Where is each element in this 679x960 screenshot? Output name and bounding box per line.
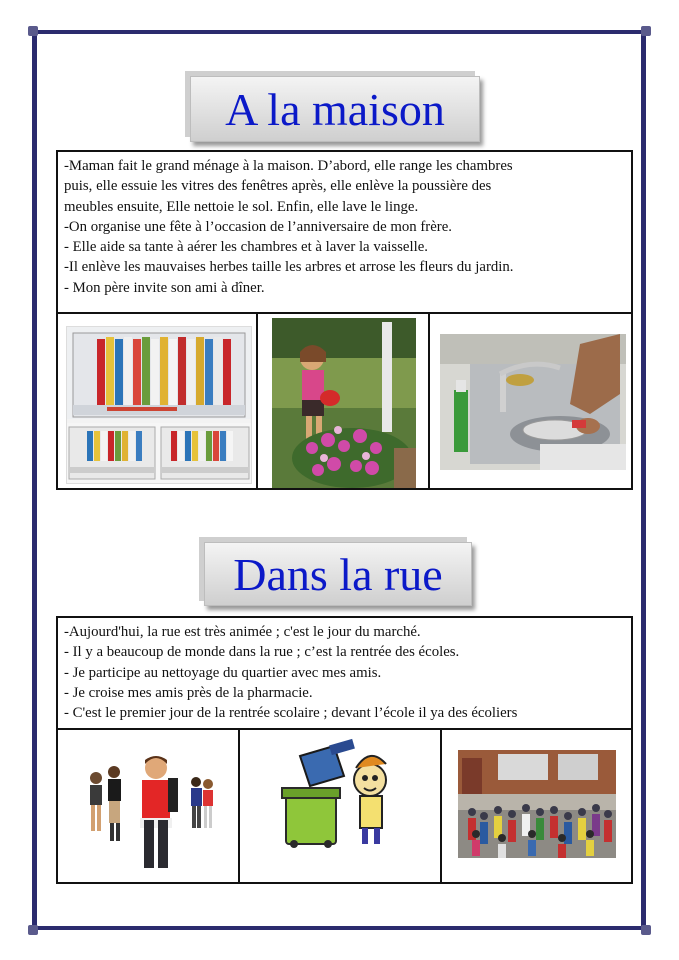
section-title: A la maison xyxy=(225,83,445,135)
text-line: -Maman fait le grand ménage à la maison. D’abord, elle range les chambres xyxy=(64,158,513,174)
text-line: - Mon père invite son ami à dîner. xyxy=(64,279,265,296)
image-cell xyxy=(58,730,240,882)
text-line: - C'est le premier jour de la rentrée scolaire ; devant l’école il ya des écoliers xyxy=(64,705,518,722)
text-block xyxy=(56,150,633,314)
image-cell xyxy=(240,730,442,882)
dishwashing-image xyxy=(440,334,626,470)
garden-image xyxy=(272,318,416,488)
text-line: -Aujourd'hui, la rue est très animée ; c'est le jour du marché. xyxy=(64,624,421,640)
recycling-cartoon-image xyxy=(280,738,404,848)
section-title: Dans la rue xyxy=(233,548,443,600)
image-cell xyxy=(258,314,430,488)
frame-corner xyxy=(641,26,651,36)
text-line: -On organise une fête à l’occasion de l’anniversaire de mon frère. xyxy=(64,218,452,235)
text-line: meubles ensuite, Elle nettoie le sol. Enfin, elle lave le linge. xyxy=(64,198,419,215)
text-line: - Elle aide sa tante à aérer les chambres et à laver la vaisselle. xyxy=(64,239,428,256)
image-cell xyxy=(430,314,631,488)
text-block xyxy=(56,616,633,730)
text-line: - Il y a beaucoup de monde dans la rue ; c’est la rentrée des écoles. xyxy=(64,644,460,661)
text-line: - Je croise mes amis près de la pharmacie. xyxy=(64,684,313,701)
frame-corner xyxy=(28,925,38,935)
text-line: puis, elle essuie les vitres des fenêtres après, elle enlève la poussière des xyxy=(64,178,492,195)
text-line: - Je participe au nettoyage du quartier avec mes amis. xyxy=(64,664,382,681)
section-title-box xyxy=(190,76,480,142)
image-row xyxy=(56,312,633,490)
bookshelf-image xyxy=(66,326,252,484)
frame-corner xyxy=(641,925,651,935)
image-cell xyxy=(442,730,631,882)
students-image xyxy=(78,748,218,870)
section-title-box xyxy=(204,542,472,606)
school-crowd-image xyxy=(458,750,616,858)
image-cell xyxy=(58,314,258,488)
text-line: -Il enlève les mauvaises herbes taille les arbres et arrose les fleurs du jardin. xyxy=(64,259,514,276)
frame-corner xyxy=(28,26,38,36)
image-row xyxy=(56,728,633,884)
